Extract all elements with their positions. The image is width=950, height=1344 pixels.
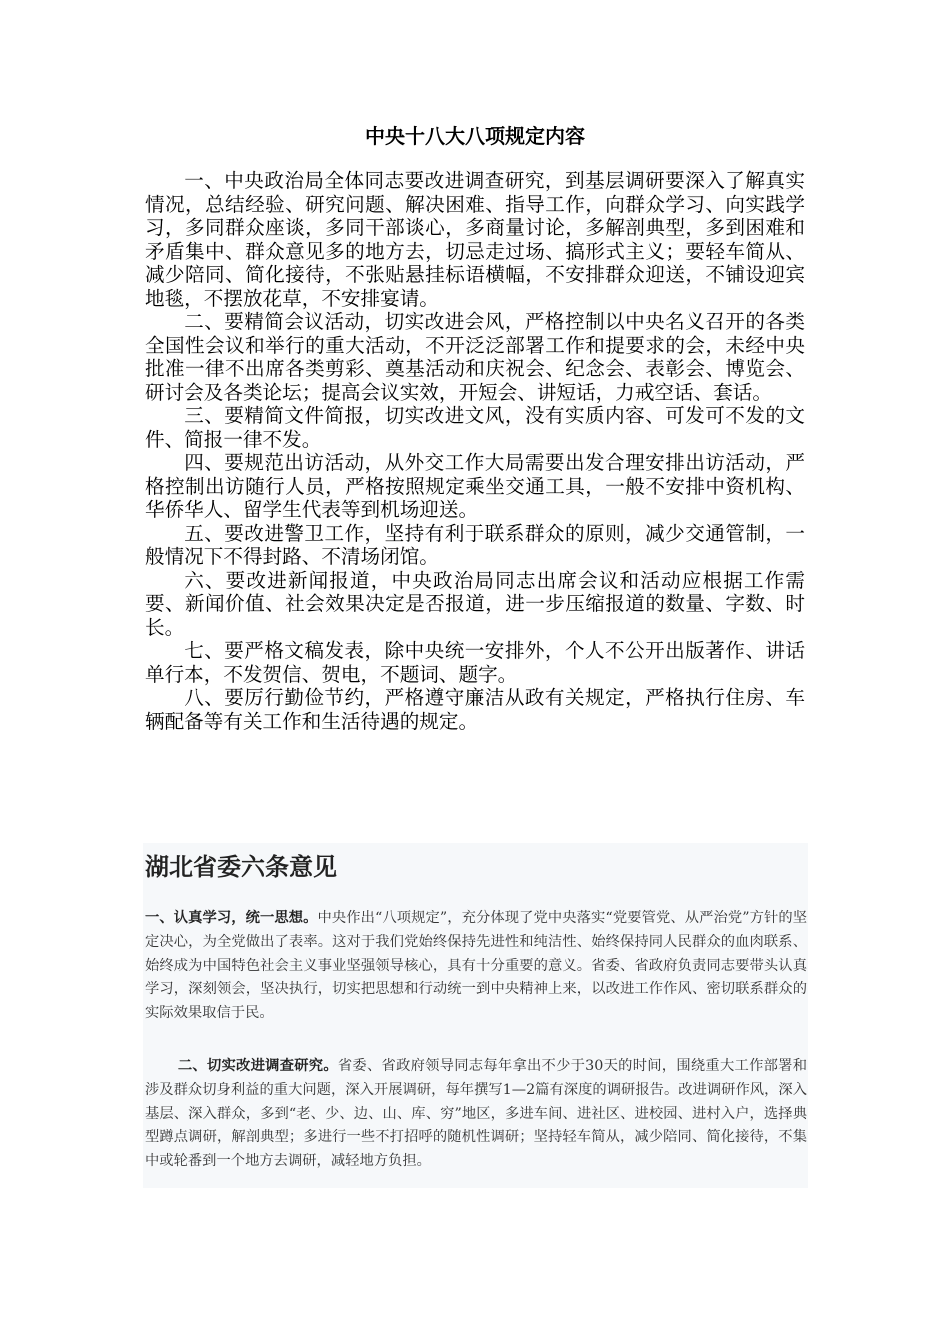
hubei-opinion-1-lead: 一、认真学习，统一思想。: [145, 910, 318, 926]
hubei-opinion-1-text: 中央作出“八项规定”，充分体现了党中央落实“党要管党、从严治党”方针的坚定决心，为全党做出了表率。这对于我们党始终保持先进性和纯洁性、始终保持同人民群众的血肉联系、始终成为中国特色社会主义事业坚强领导核心，具有十分重要的意义。省委、省政府负责同志要带头认真学习，深刻领会，坚决执行，切实把思想和行动统一到中央精神上来，以改进工作作风、密切联系群众的实际效果取信于民。: [145, 910, 808, 1022]
regulation-paragraph-6: 六、要改进新闻报道，中央政治局同志出席会议和活动应根据工作需要、新闻价值、社会效果决定是否报道，进一步压缩报道的数量、字数、时长。: [145, 568, 805, 639]
regulation-body: [145, 169, 805, 733]
hubei-opinion-2: [145, 1055, 807, 1174]
regulation-paragraph-1: 一、中央政治局全体同志要改进调查研究，到基层调研要深入了解真实情况，总结经验、研究问题、解决困难、指导工作，向群众学习、向实践学习，多同群众座谈，多同干部谈心，多商量讨论，多解剖典型，多到困难和矛盾集中、群众意见多的地方去，切忌走过场、搞形式主义；要轻车简从、减少陪同、简化接待，不张贴悬挂标语横幅，不安排群众迎送，不铺设迎宾地毯，不摆放花草，不安排宴请。: [145, 169, 805, 310]
regulation-paragraph-8: 八、要厉行勤俭节约，严格遵守廉洁从政有关规定，严格执行住房、车辆配备等有关工作和生活待遇的规定。: [145, 686, 805, 733]
hubei-opinion-1: [145, 907, 807, 1026]
hubei-opinion-2-lead: 二、切实改进调查研究。: [177, 1058, 338, 1074]
hubei-section-heading: 湖北省委六条意见: [145, 853, 337, 881]
regulation-paragraph-3: 三、要精简文件简报，切实改进文风，没有实质内容、可发可不发的文件、简报一律不发。: [145, 404, 805, 451]
document-title: 中央十八大八项规定内容: [365, 124, 585, 148]
hubei-opinion-2-text: 省委、省政府领导同志每年拿出不少于30天的时间，围绕重大工作部署和涉及群众切身利益的重大问题，深入开展调研，每年撰写1—2篇有深度的调研报告。改进调研作风，深入基层、深入群众，多到“老、少、边、山、库、穷”地区，多进车间、进社区、进校园、进村入户，选择典型蹲点调研，解剖典型；多进行一些不打招呼的随机性调研；坚持轻车简从，减少陪同、简化接待，不集中或轮番到一个地方去调研，减轻地方负担。: [145, 1058, 807, 1170]
regulation-paragraph-5: 五、要改进警卫工作，坚持有利于联系群众的原则，减少交通管制，一般情况下不得封路、不清场闭馆。: [145, 521, 805, 568]
regulation-paragraph-7: 七、要严格文稿发表，除中央统一安排外，个人不公开出版著作、讲话单行本，不发贺信、贺电，不题词、题字。: [145, 639, 805, 686]
regulation-paragraph-2: 二、要精简会议活动，切实改进会风，严格控制以中央名义召开的各类全国性会议和举行的重大活动，不开泛泛部署工作和提要求的会，未经中央批准一律不出席各类剪彩、奠基活动和庆祝会、纪念会、表彰会、博览会、研讨会及各类论坛；提高会议实效，开短会、讲短话，力戒空话、套话。: [145, 310, 805, 404]
regulation-paragraph-4: 四、要规范出访活动，从外交工作大局需要出发合理安排出访活动，严格控制出访随行人员，严格按照规定乘坐交通工具，一般不安排中资机构、华侨华人、留学生代表等到机场迎送。: [145, 451, 805, 521]
